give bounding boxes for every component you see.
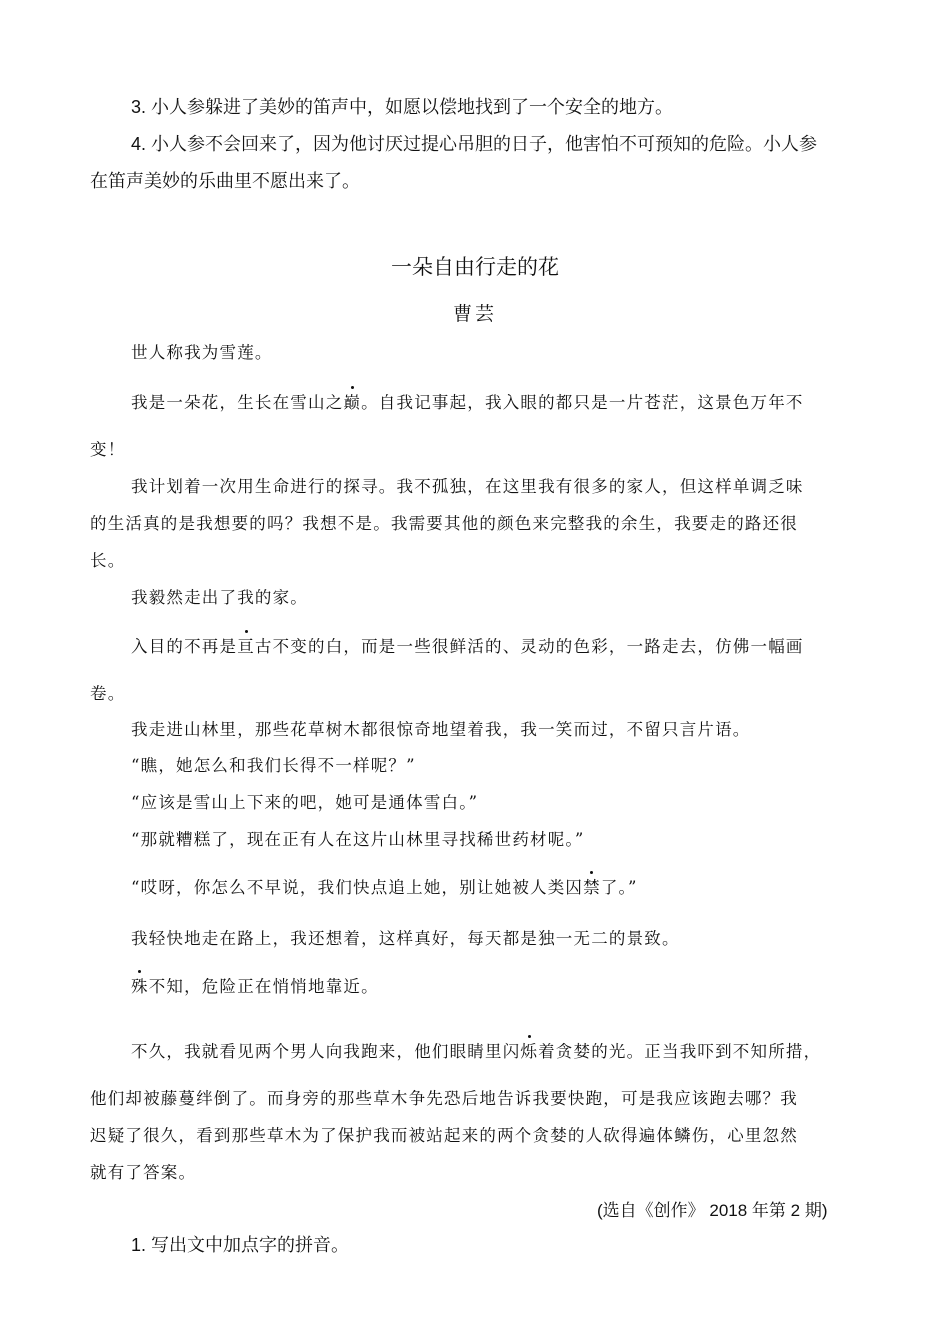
paragraph-9-line-4: 就有了答案。	[90, 1163, 197, 1182]
quote-4-text-after: 了。”	[600, 878, 638, 897]
dotted-character: 巅	[343, 393, 362, 412]
paragraph-9-text-before: 不久，我就看见两个男人向我跑来，他们眼睛里闪	[131, 1042, 521, 1061]
paragraph-3-line-1: 我计划着一次用生命进行的探寻。我不孤独，在这里我有很多的家人，但这样单调乏味	[131, 477, 804, 496]
paragraph-2-text-before: 我是一朵花，生长在雪山之	[131, 393, 344, 412]
quote-4	[131, 874, 638, 898]
paragraph-6: 我走进山林里，那些花草树木都很惊奇地望着我，我一笑而过，不留只言片语。	[131, 720, 751, 739]
dotted-character: 烁	[520, 1042, 539, 1061]
paragraph-2-text-after: 。自我记事起，我入眼的都只是一片苍茫，这景色万年不	[361, 393, 804, 412]
answer-4-line-1: 4. 小人参不会回来了，因为他讨厌过提心吊胆的日子，他害怕不可预知的危险。小人参	[131, 134, 818, 154]
paragraph-2-line-2: 变！	[90, 440, 126, 459]
question-1: 1. 写出文中加点字的拼音。	[131, 1235, 350, 1255]
quote-4-text-before: “哎呀，你怎么不早说，我们快点追上她，别让她被人类囚	[131, 878, 584, 897]
paragraph-3-line-2: 的生活真的是我想要的吗？我想不是。我需要其他的颜色来完整我的余生，我要走的路还很	[90, 514, 798, 533]
paragraph-5-text-before: 入目的不再是	[131, 637, 238, 656]
quote-3: “那就糟糕了，现在正有人在这片山林里寻找稀世药材呢。”	[131, 830, 585, 849]
article-source: (选自《创作》 2018 年第 2 期)	[597, 1201, 828, 1220]
paragraph-8-text-after: 不知，危险正在悄悄地靠近。	[148, 977, 379, 996]
dotted-character: 亘	[237, 637, 255, 656]
answer-3: 3. 小人参躲进了美妙的笛声中，如愿以偿地找到了一个安全的地方。	[131, 97, 674, 117]
paragraph-7: 我轻快地走在路上，我还想着，这样真好，每天都是独一无二的景致。	[131, 929, 680, 948]
dotted-character: 禁	[583, 878, 601, 897]
paragraph-9-line-2: 他们却被藤蔓绊倒了。而身旁的那些草木争先恐后地告诉我要快跑，可是我应该跑去哪？我	[90, 1089, 798, 1108]
paragraph-5-text-after: 古不变的白，而是一些很鲜活的、灵动的色彩，一路走去，仿佛一幅画	[254, 637, 804, 656]
paragraph-9-line-3: 迟疑了很久，看到那些草木为了保护我而被站起来的两个贪婪的人砍得遍体鳞伤，心里忽然	[90, 1126, 798, 1145]
paragraph-9-line-1	[131, 1038, 821, 1062]
paragraph-2-line-1	[131, 389, 804, 413]
paragraph-4: 我毅然走出了我的家。	[131, 588, 308, 607]
quote-2: “应该是雪山上下来的吧，她可是通体雪白。”	[131, 793, 479, 812]
paragraph-8	[131, 973, 379, 997]
paragraph-1: 世人称我为雪莲。	[131, 343, 273, 362]
quote-1: “瞧，她怎么和我们长得不一样呢？”	[131, 756, 416, 775]
answer-4-line-2: 在笛声美妙的乐曲里不愿出来了。	[90, 171, 360, 191]
paragraph-3-line-3: 长。	[90, 551, 126, 570]
paragraph-5-line-2: 卷。	[90, 684, 126, 703]
article-title: 一朵自由行走的花	[391, 255, 559, 279]
paragraph-5-line-1	[131, 633, 804, 657]
paragraph-9-text-after: 着贪婪的光。正当我吓到不知所措，	[538, 1042, 822, 1061]
dotted-character: 殊	[131, 977, 149, 996]
article-author: 曹芸	[452, 303, 497, 325]
